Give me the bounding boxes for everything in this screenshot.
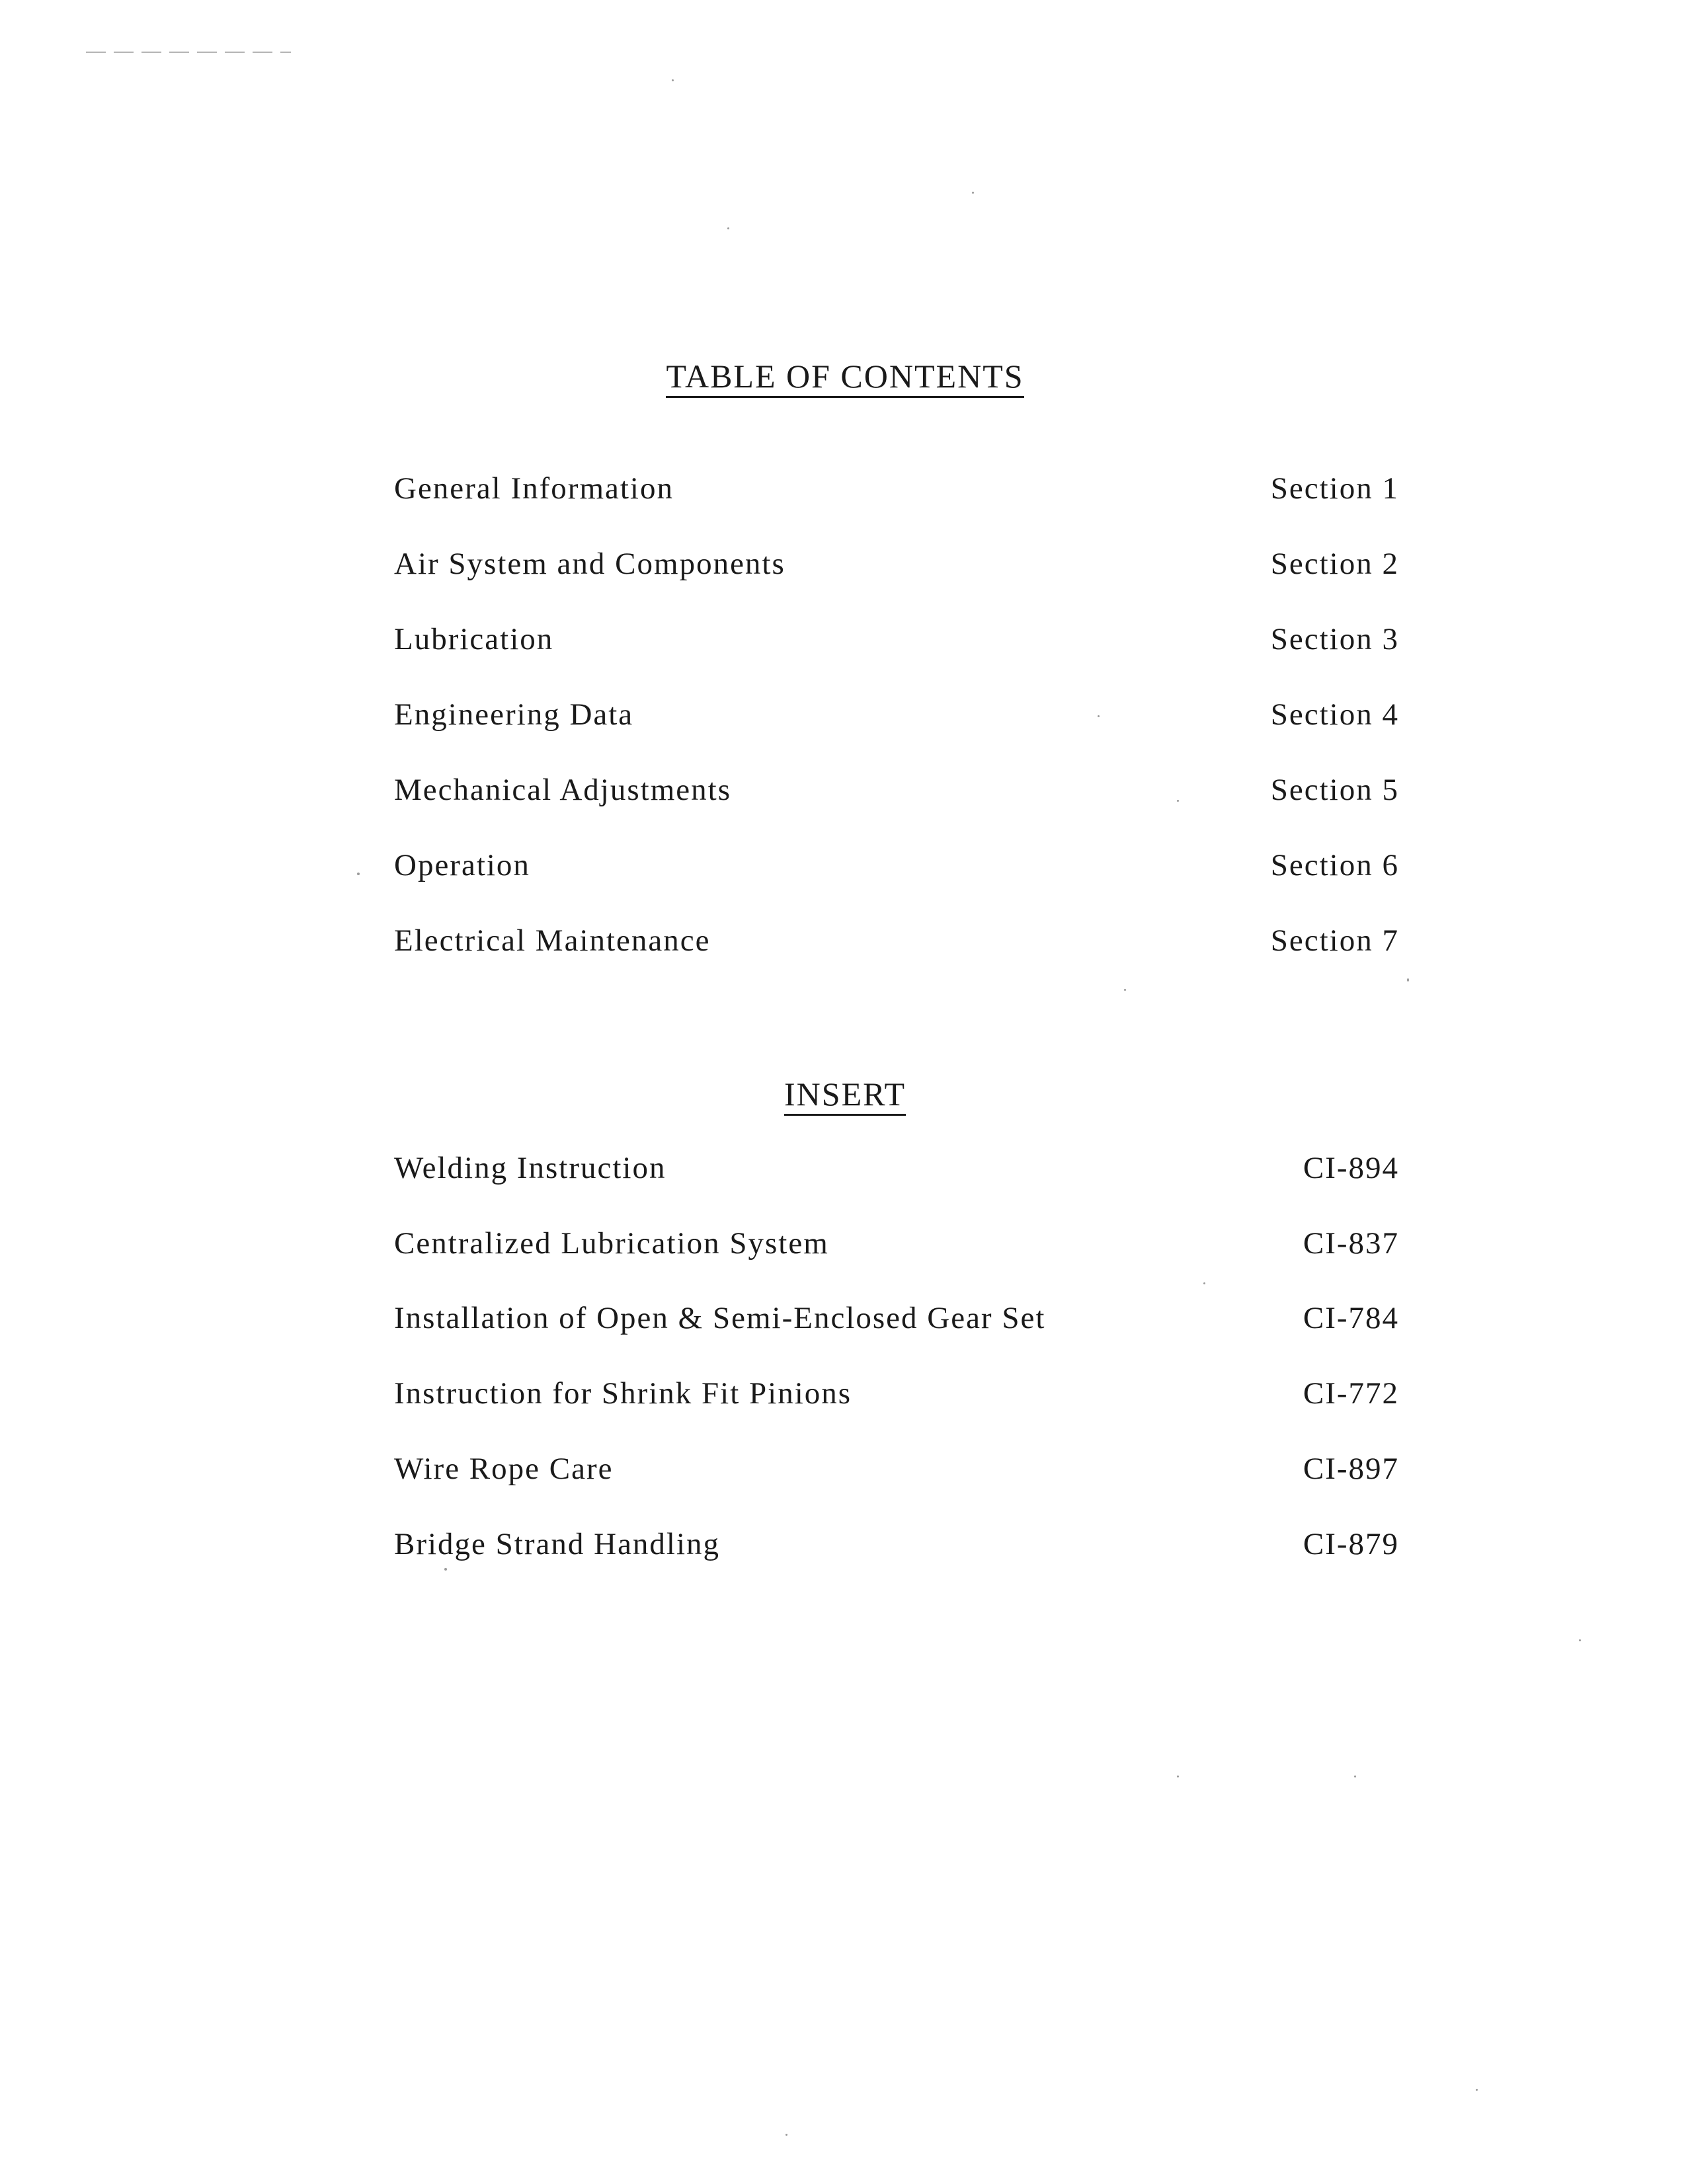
toc-entry-label: General Information [394,471,674,506]
insert-entry-label: Centralized Lubrication System [394,1226,829,1261]
toc-entry-label: Engineering Data [394,697,634,732]
toc-entry-section: Section 7 [1270,923,1399,958]
insert-entry [394,1451,1399,1497]
scan-speck [1177,1775,1179,1777]
toc-entry-section: Section 4 [1270,697,1399,732]
toc-entry-section: Section 6 [1270,848,1399,882]
toc-entry-section: Section 3 [1270,622,1399,656]
insert-entry [394,1226,1399,1272]
insert-entry-label: Wire Rope Care [394,1452,614,1486]
toc-entry [394,546,1399,592]
insert-entry-label: Instruction for Shrink Fit Pinions [394,1376,852,1411]
scan-speck [1579,1639,1581,1641]
insert-entry-code: CI-837 [1303,1226,1399,1261]
insert-title: INSERT [784,1076,906,1116]
scan-speck [785,2134,787,2136]
scan-speck [357,873,360,875]
toc-title: TABLE OF CONTENTS [666,358,1024,398]
toc-entry-label: Air System and Components [394,547,785,581]
toc-entry-section: Section 5 [1270,773,1399,807]
insert-entry-code: CI-772 [1303,1376,1399,1411]
insert-entry [394,1376,1399,1422]
toc-entry-label: Electrical Maintenance [394,923,711,958]
insert-entry [394,1526,1399,1573]
scan-speck [1354,1775,1356,1777]
insert-entry [394,1150,1399,1196]
toc-entry [394,923,1399,969]
insert-entry-code: CI-784 [1303,1301,1399,1335]
toc-entry [394,772,1399,818]
insert-entry-label: Installation of Open & Semi-Enclosed Gear Set [394,1301,1046,1335]
toc-entry [394,471,1399,517]
scan-speck [727,227,729,229]
scan-speck [1177,800,1179,802]
toc-entry [394,621,1399,668]
insert-entry-label: Welding Instruction [394,1151,666,1185]
toc-entry-label: Mechanical Adjustments [394,773,731,807]
toc-entry-label: Lubrication [394,622,554,656]
scan-speck [1407,978,1409,982]
insert-entry-label: Bridge Strand Handling [394,1527,721,1561]
scan-speck [1203,1282,1205,1284]
insert-entry [394,1300,1399,1346]
toc-entry-label: Operation [394,848,530,882]
scan-speck [1098,715,1100,717]
scan-speck [672,79,674,81]
toc-entry [394,847,1399,894]
scan-speck [444,1568,447,1571]
scan-speck [972,192,974,194]
scan-speck [1124,989,1126,991]
scan-artifact [86,52,291,53]
toc-heading [0,357,1690,398]
insert-entry-code: CI-879 [1303,1527,1399,1561]
insert-entry-code: CI-897 [1303,1452,1399,1486]
toc-entry-section: Section 1 [1270,471,1399,506]
insert-entry-code: CI-894 [1303,1151,1399,1185]
toc-entry [394,697,1399,743]
scan-speck [1476,2089,1478,2091]
insert-heading [0,1075,1690,1116]
toc-entry-section: Section 2 [1270,547,1399,581]
